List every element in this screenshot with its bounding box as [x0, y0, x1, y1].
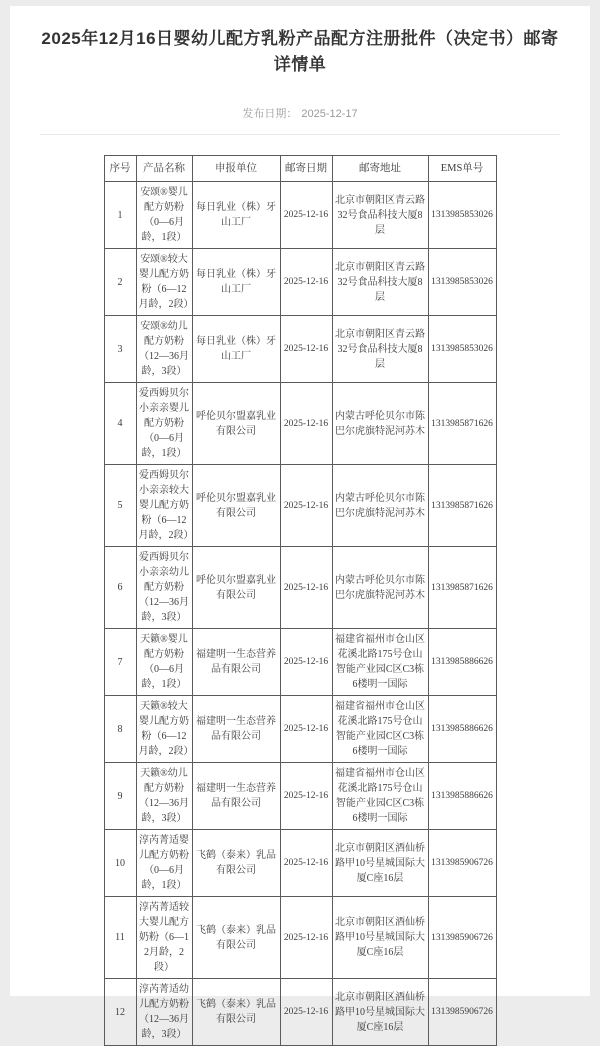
publish-date-label: 发布日期： — [242, 107, 298, 120]
table-row — [104, 979, 496, 1046]
cell-address: 福建省福州市仓山区花溪北路175号仓山智能产业园C区C3栋6楼明一国际 — [332, 763, 428, 830]
table-row — [104, 316, 496, 383]
table-header-row — [104, 155, 496, 182]
cell-applicant: 每日乳业（株）牙山工厂 — [192, 249, 280, 316]
cell-address: 北京市朝阳区青云路32号食品科技大厦8层 — [332, 182, 428, 249]
cell-applicant: 福建明一生态营养品有限公司 — [192, 629, 280, 696]
cell-address: 福建省福州市仓山区花溪北路175号仓山智能产业园C区C3栋6楼明一国际 — [332, 629, 428, 696]
cell-no: 1 — [104, 182, 136, 249]
cell-ems: 1313985853026 — [428, 182, 496, 249]
cell-no: 6 — [104, 547, 136, 629]
cell-ems: 1313985906726 — [428, 897, 496, 979]
page-title: 2025年12月16日婴幼儿配方乳粉产品配方注册批件（决定书）邮寄详情单 — [41, 29, 559, 75]
cell-ems: 1313985871626 — [428, 465, 496, 547]
cell-product: 天籁®幼儿配方奶粉（12—36月龄，3段） — [136, 763, 192, 830]
cell-applicant: 每日乳业（株）牙山工厂 — [192, 182, 280, 249]
cell-no: 3 — [104, 316, 136, 383]
cell-address: 北京市朝阳区酒仙桥路甲10号星城国际大厦C座16层 — [332, 979, 428, 1046]
cell-ems: 1313985853026 — [428, 249, 496, 316]
cell-product: 淳芮菁适较大婴儿配方奶粉（6—12月龄，2段） — [136, 897, 192, 979]
cell-date: 2025-12-16 — [280, 383, 332, 465]
cell-product: 爱西姆贝尔小亲亲较大婴儿配方奶粉（6—12月龄，2段） — [136, 465, 192, 547]
header-cell-date: 邮寄日期 — [280, 155, 332, 182]
cell-product: 安颂®较大婴儿配方奶粉（6—12月龄，2段） — [136, 249, 192, 316]
table-row — [104, 830, 496, 897]
cell-date: 2025-12-16 — [280, 547, 332, 629]
cell-address: 北京市朝阳区酒仙桥路甲10号星城国际大厦C座16层 — [332, 897, 428, 979]
cell-address: 内蒙古呼伦贝尔市陈巴尔虎旗特泥河苏木 — [332, 383, 428, 465]
cell-no: 10 — [104, 830, 136, 897]
publish-date-value: 2025-12-17 — [301, 107, 358, 120]
publish-date-line — [40, 105, 560, 135]
header-cell-no: 序号 — [104, 155, 136, 182]
header-cell-address: 邮寄地址 — [332, 155, 428, 182]
cell-applicant: 福建明一生态营养品有限公司 — [192, 763, 280, 830]
cell-no: 4 — [104, 383, 136, 465]
cell-no: 8 — [104, 696, 136, 763]
cell-product: 安颂®婴儿配方奶粉（0—6月龄，1段） — [136, 182, 192, 249]
header-cell-ems: EMS单号 — [428, 155, 496, 182]
cell-applicant: 每日乳业（株）牙山工厂 — [192, 316, 280, 383]
cell-ems: 1313985906726 — [428, 979, 496, 1046]
table-body — [104, 182, 496, 1046]
cell-applicant: 呼伦贝尔盟嘉乳业有限公司 — [192, 383, 280, 465]
content-card — [10, 6, 590, 1041]
cell-date: 2025-12-16 — [280, 182, 332, 249]
cell-applicant: 飞鹤（泰来）乳品有限公司 — [192, 897, 280, 979]
cell-no: 5 — [104, 465, 136, 547]
cell-ems: 1313985853026 — [428, 316, 496, 383]
cell-ems: 1313985886626 — [428, 696, 496, 763]
cell-address: 北京市朝阳区酒仙桥路甲10号星城国际大厦C座16层 — [332, 830, 428, 897]
cell-date: 2025-12-16 — [280, 830, 332, 897]
cell-no: 9 — [104, 763, 136, 830]
cell-applicant: 福建明一生态营养品有限公司 — [192, 696, 280, 763]
cell-no: 12 — [104, 979, 136, 1046]
cell-no: 2 — [104, 249, 136, 316]
cell-product: 安颂®幼儿配方奶粉（12—36月龄，3段） — [136, 316, 192, 383]
table-row — [104, 897, 496, 979]
cell-ems: 1313985906726 — [428, 830, 496, 897]
cell-date: 2025-12-16 — [280, 629, 332, 696]
cell-product: 天籁®较大婴儿配方奶粉（6—12月龄，2段） — [136, 696, 192, 763]
cell-date: 2025-12-16 — [280, 763, 332, 830]
cell-applicant: 飞鹤（泰来）乳品有限公司 — [192, 979, 280, 1046]
cell-applicant: 呼伦贝尔盟嘉乳业有限公司 — [192, 547, 280, 629]
cell-address: 内蒙古呼伦贝尔市陈巴尔虎旗特泥河苏木 — [332, 547, 428, 629]
table-row — [104, 629, 496, 696]
cell-product: 爱西姆贝尔小亲亲幼儿配方奶粉（12—36月龄，3段） — [136, 547, 192, 629]
header-cell-product: 产品名称 — [136, 155, 192, 182]
cell-product: 爱西姆贝尔小亲亲婴儿配方奶粉（0—6月龄，1段） — [136, 383, 192, 465]
table-row — [104, 763, 496, 830]
cell-ems: 1313985871626 — [428, 547, 496, 629]
table-row — [104, 547, 496, 629]
table-row — [104, 249, 496, 316]
cell-product: 淳芮菁适幼儿配方奶粉（12—36月龄，3段） — [136, 979, 192, 1046]
cell-no: 7 — [104, 629, 136, 696]
table-row — [104, 182, 496, 249]
cell-address: 福建省福州市仓山区花溪北路175号仓山智能产业园C区C3栋6楼明一国际 — [332, 696, 428, 763]
cell-ems: 1313985886626 — [428, 763, 496, 830]
cell-date: 2025-12-16 — [280, 897, 332, 979]
table-row — [104, 696, 496, 763]
table-row — [104, 383, 496, 465]
cell-date: 2025-12-16 — [280, 249, 332, 316]
cell-address: 内蒙古呼伦贝尔市陈巴尔虎旗特泥河苏木 — [332, 465, 428, 547]
cell-ems: 1313985871626 — [428, 383, 496, 465]
cell-product: 淳芮菁适婴儿配方奶粉（0—6月龄，1段） — [136, 830, 192, 897]
table-row — [104, 465, 496, 547]
cell-ems: 1313985886626 — [428, 629, 496, 696]
cell-date: 2025-12-16 — [280, 696, 332, 763]
cell-date: 2025-12-16 — [280, 465, 332, 547]
cell-applicant: 呼伦贝尔盟嘉乳业有限公司 — [192, 465, 280, 547]
cell-address: 北京市朝阳区青云路32号食品科技大厦8层 — [332, 249, 428, 316]
mailing-details-table — [104, 155, 497, 1046]
cell-date: 2025-12-16 — [280, 316, 332, 383]
cell-product: 天籁®婴儿配方奶粉（0—6月龄，1段） — [136, 629, 192, 696]
cell-applicant: 飞鹤（泰来）乳品有限公司 — [192, 830, 280, 897]
cell-address: 北京市朝阳区青云路32号食品科技大厦8层 — [332, 316, 428, 383]
cell-no: 11 — [104, 897, 136, 979]
header-cell-applicant: 申报单位 — [192, 155, 280, 182]
cell-date: 2025-12-16 — [280, 979, 332, 1046]
